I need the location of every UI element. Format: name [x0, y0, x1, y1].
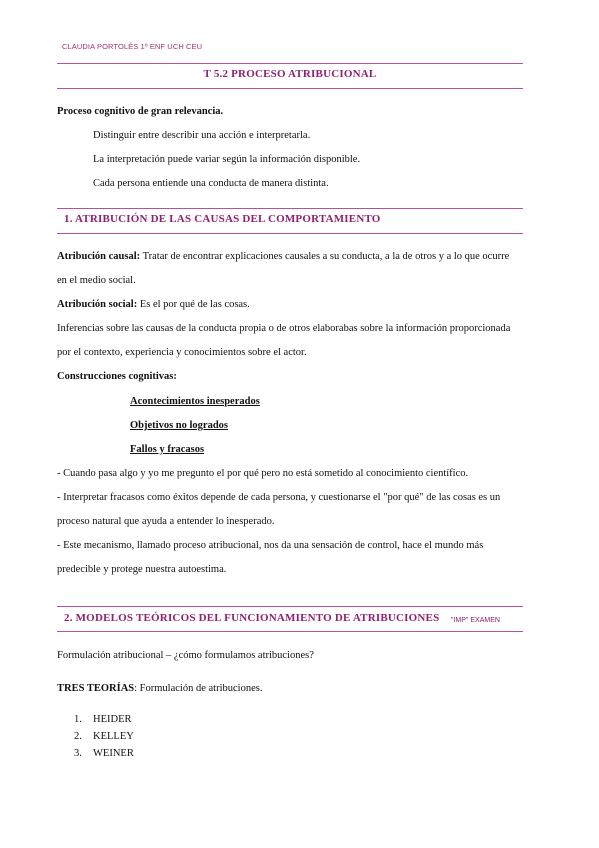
- page-title: T 5.2 PROCESO ATRIBUCIONAL: [203, 68, 377, 80]
- social-attribution: Atribución social: Es el por qué de las cosas.: [57, 299, 250, 310]
- causal-attribution: Atribución causal: Tratar de encontrar explicaciones causales a su conducta, a la de otros y a lo que ocurre: [57, 251, 510, 262]
- intro-item: Distinguir entre describir una acción e interpretarla.: [93, 130, 311, 141]
- list-number: 2.: [74, 731, 82, 742]
- page-header: CLAUDIA PORTOLÉS 1º ENF UCH CEU: [62, 42, 203, 51]
- imp-exam-note: "IMP" EXAMEN: [451, 617, 500, 624]
- section2-title: 2. MODELOS TEÓRICOS DEL FUNCIONAMIENTO DE ATRIBUCIONES: [64, 612, 440, 624]
- intro-heading: Proceso cognitivo de gran relevancia.: [57, 106, 224, 117]
- construction-item: Acontecimientos inesperados: [130, 396, 260, 407]
- construction-item: Objetivos no logrados: [130, 420, 229, 431]
- bullet-text: - Este mecanismo, llamado proceso atribucional, nos da una sensación de control, hace el mundo más: [57, 540, 484, 551]
- intro-item: Cada persona entiende una conducta de manera distinta.: [93, 178, 329, 189]
- section1-rule-bottom: [57, 233, 523, 234]
- list-number: 3.: [74, 748, 82, 759]
- bullet-text-cont: predecible y protege nuestra autoestima.: [57, 564, 227, 575]
- inferences-text-cont: por el contexto, experiencia y conocimientos sobre el actor.: [57, 347, 307, 358]
- list-item: WEINER: [93, 748, 134, 759]
- section1-rule-top: [57, 208, 523, 209]
- constructions-heading: Construcciones cognitivas:: [57, 371, 177, 382]
- causal-attribution-cont: en el medio social.: [57, 275, 136, 286]
- title-rule-top: [57, 63, 523, 64]
- bullet-text-cont: proceso natural que ayuda a entender lo inesperado.: [57, 516, 275, 527]
- bullet-text: - Interpretar fracasos como éxitos depende de cada persona, y cuestionarse el "por qué" de las cosas es un: [57, 492, 501, 503]
- section2-rule-top: [57, 606, 523, 607]
- section1-title: 1. ATRIBUCIÓN DE LAS CAUSAS DEL COMPORTAMIENTO: [64, 213, 381, 225]
- title-rule-bottom: [57, 88, 523, 89]
- intro-item: La interpretación puede variar según la información disponible.: [93, 154, 361, 165]
- section2-rule-bottom: [57, 631, 523, 632]
- list-number: 1.: [74, 714, 82, 725]
- theories-line: TRES TEORÍAS: Formulación de atribuciones.: [57, 683, 263, 694]
- formulation-text: Formulación atribucional – ¿cómo formulamos atribuciones?: [57, 650, 314, 661]
- construction-item: Fallos y fracasos: [130, 444, 205, 455]
- list-item: HEIDER: [93, 714, 132, 725]
- inferences-text: Inferencias sobre las causas de la conducta propia o de otros elaborabas sobre la información proporcionada: [57, 323, 511, 334]
- bullet-text: - Cuando pasa algo y yo me pregunto el por qué pero no está sometido al conocimiento científico.: [57, 468, 469, 479]
- list-item: KELLEY: [93, 731, 134, 742]
